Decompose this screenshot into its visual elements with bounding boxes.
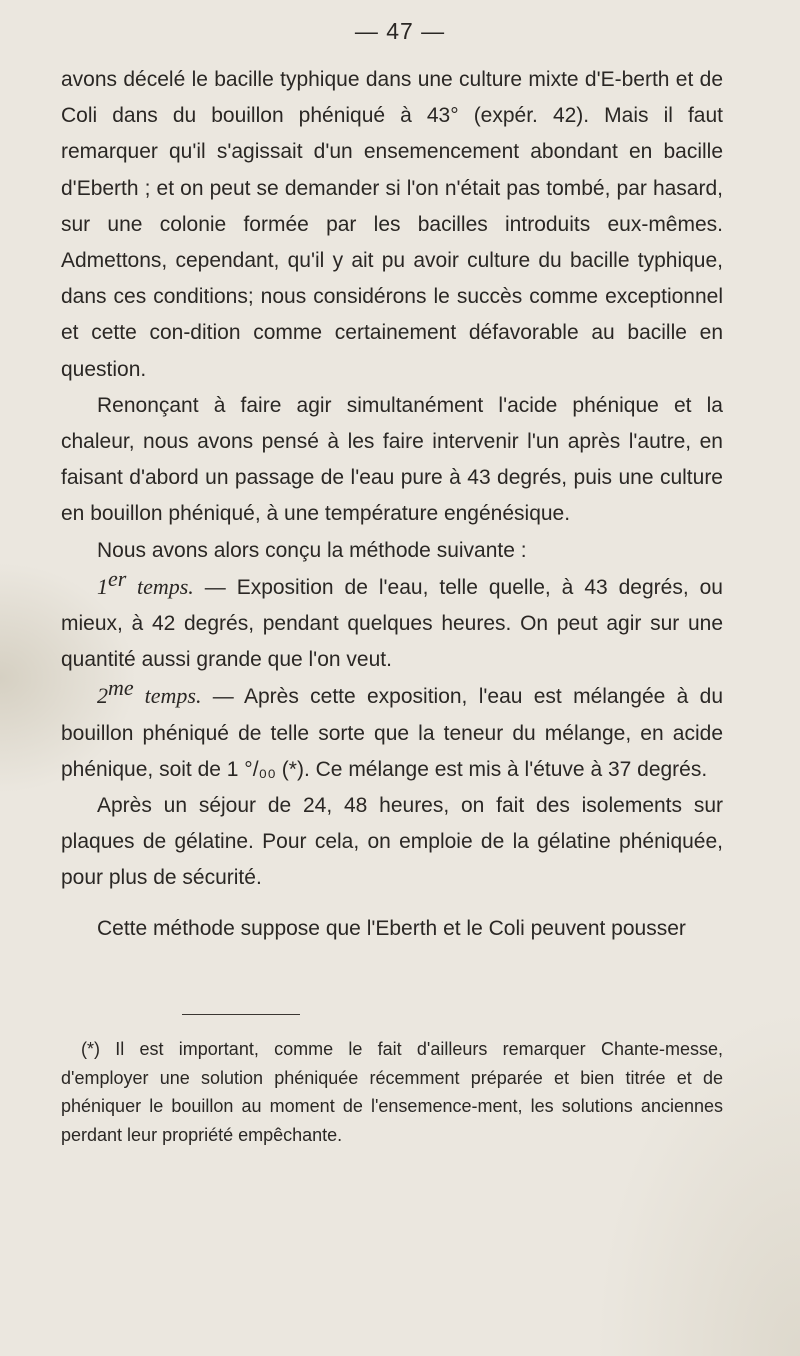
body-text xyxy=(61,62,723,947)
paragraph-5: Cette méthode suppose que l'Eberth et le Coli peuvent pousser xyxy=(97,916,686,940)
step-1-label: temps. xyxy=(126,573,194,599)
step-2-label: temps. xyxy=(133,683,202,709)
step-2-sup: me xyxy=(108,675,134,701)
step-1-paragraph xyxy=(61,565,723,679)
paragraph-2: Renonçant à faire agir simultanément l'acide phénique et la chaleur, nous avons pensé à les faire intervenir l'un après l'autre, en faisant d'abord un passage de l'eau pure à 43 degrés, puis une culture en bouillon phéniqué, à une température engénésique. xyxy=(61,393,723,526)
step-2-paragraph xyxy=(61,675,724,788)
step-1-number: 1 xyxy=(97,573,108,599)
paragraph-4: Après un séjour de 24, 48 heures, on fait des isolements sur plaques de gélatine. Pour cela, on emploie de la gélatine phéniquée, pour plus de sécurité. xyxy=(61,794,723,890)
spacer xyxy=(61,897,723,911)
page-number: — 47 — xyxy=(354,18,446,44)
step-1-text: — Exposition de l'eau, telle quelle, à 43 degrés, ou mieux, à 42 degrés, pendant quelques heures. On peut agir sur une quantité aussi grande que l'on veut. xyxy=(61,575,723,672)
footnote-divider xyxy=(182,1014,300,1015)
step-2-text: — Après cette exposition, l'eau est mélangée à du bouillon phéniqué de telle sorte que la teneur du mélange, en acide phénique, soit de 1 °/₀₀ (*). Ce mélange est mis à l'étuve à 37 degrés. xyxy=(61,685,724,781)
paragraph-1: avons décelé le bacille typhique dans une culture mixte d'E-berth et de Coli dans du bouillon phéniqué à 43° (expér. 42). Mais il faut remarquer qu'il s'agissait d'un ensemencement abondant en bacille d'Eberth ; et on peut se demander si l'on n'était pas tombé, par hasard, sur une colonie formée par les bacilles introduits eux-mêmes. Admettons, cependant, qu'il y ait pu avoir culture du bacille typhique, dans ces conditions; nous considérons le succès comme exceptionnel et cette con-dition comme certainement défavorable au bacille en question. xyxy=(61,68,723,381)
footnote-text: (*) Il est important, comme le fait d'ailleurs remarquer Chante-messe, d'employer une solution phéniquée récemment préparée et bien titrée et de phéniquer le bouillon au moment de l'ensemence-ment, les solutions anciennes perdant leur propriété empêchante. xyxy=(61,1039,723,1145)
paragraph-3: Nous avons alors conçu la méthode suivante : xyxy=(97,538,527,562)
step-1-sup: er xyxy=(108,565,127,591)
footnote xyxy=(61,1035,723,1149)
step-2-number: 2 xyxy=(97,683,108,709)
